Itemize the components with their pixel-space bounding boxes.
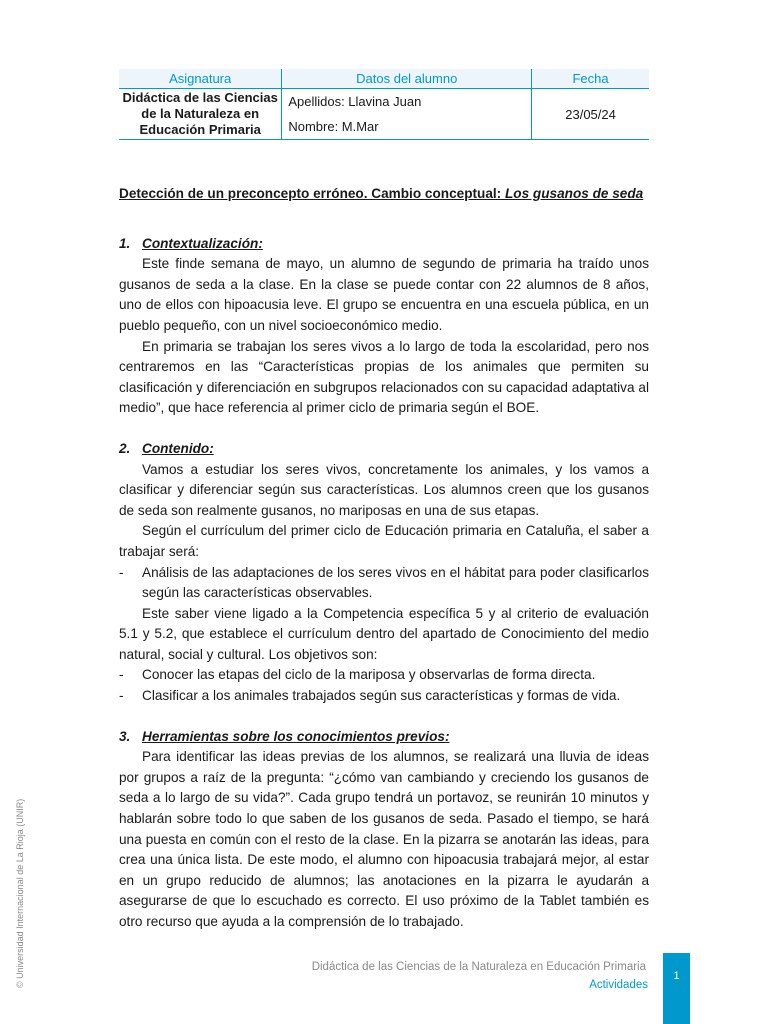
bullet-text: Análisis de las adaptaciones de los seres vivos en el hábitat para poder clasificarlos según las características observables. bbox=[142, 564, 649, 601]
section1-paragraph-2: En primaria se trabajan los seres vivos a lo largo de toda la escolaridad, pero nos centraremos en las “Características propias de los animales que permiten su clasificación y diferenciación en subgrupos relacionados con su capacidad adaptativa al medio”, que hace referencia al primer ciclo de primaria según el BOE. bbox=[119, 338, 649, 416]
section-heading-2 bbox=[119, 439, 649, 460]
section-title-3: Herramientas sobre los conocimientos previos: bbox=[142, 728, 450, 744]
bullet-dash: - bbox=[119, 667, 124, 683]
section-title-1: Contextualización: bbox=[142, 235, 263, 251]
section-heading-1 bbox=[119, 234, 649, 255]
section2-paragraph-2: Según el currículum del primer ciclo de Educación primaria en Cataluña, el saber a trabajar será: bbox=[119, 523, 649, 559]
surname-line: Apellidos: Llavina Juan bbox=[288, 94, 422, 109]
side-copyright: © Universidad Internacional de La Rioja (UNIR) bbox=[15, 798, 25, 988]
document-title bbox=[119, 184, 649, 205]
section3-paragraph-1: Para identificar las ideas previas de los alumnos, se realizará una lluvia de ideas por grupos a raíz de la pregunta: “¿cómo van cambiando y creciendo los gusanos de seda a lo largo de su vida?”. Cada grupo tendrá un portavoz, se reunirán 10 minutos y hablarán sobre todo lo que saben de los gusanos de seda. Pasado el tiempo, se hará una puesta en común con el resto de la clase. En la pizarra se anotarán las ideas, para crea una única lista. De este modo, el alumno con hipoacusia trabajará mejor, al estar en un grupo reducido de alumnos; las anotaciones en la pizarra le ayudarán a asegurarse de que lo escuchado es correcto. El uso próximo de la Tablet también es otro recurso que ayuda a la comprensión de lo trabajado. bbox=[119, 749, 649, 929]
section-heading-3 bbox=[119, 727, 649, 748]
page-number: 1 bbox=[673, 970, 680, 982]
section-number-2: 2. bbox=[119, 440, 131, 456]
header-row bbox=[119, 69, 649, 89]
section-number-3: 3. bbox=[119, 728, 131, 744]
bullet-dash: - bbox=[119, 564, 124, 580]
section1-paragraph-1: Este finde semana de mayo, un alumno de segundo de primaria ha traído unos gusanos de seda a la clase. En la clase se puede contar con 22 alumnos de 8 años, uno de ellos con hipoacusia leve. El grupo se encuentra en una escuela pública, en un pueblo pequeño, con un nivel socioeconómico medio. bbox=[119, 256, 649, 333]
bullet-text: Clasificar a los animales trabajados según sus características y formas de vida. bbox=[142, 688, 621, 704]
footer-section-name: Actividades bbox=[589, 979, 648, 991]
name-line: Nombre: M.Mar bbox=[288, 119, 379, 134]
title-prefix: Detección de un preconcepto erróneo. Cambio conceptual: bbox=[119, 186, 505, 201]
subject-value: Didáctica de las Ciencias de la Naturaleza en Educación Primaria bbox=[119, 89, 282, 140]
section2-paragraph-3: Este saber viene ligado a la Competencia específica 5 y al criterio de evaluación 5.1 y 5.2, que establece el currículum dentro del apartado de Conocimiento del medio natural, social y cultural. Los objetivos son: bbox=[119, 605, 649, 662]
header-table bbox=[119, 69, 649, 140]
bullet-text: Conocer las etapas del ciclo de la mariposa y observarlas de forma directa. bbox=[142, 667, 596, 683]
section-number-1: 1. bbox=[119, 235, 131, 251]
list-item bbox=[119, 665, 649, 686]
header-subject-label: Asignatura bbox=[119, 69, 282, 89]
list-item bbox=[119, 686, 649, 707]
section2-paragraph-1: Vamos a estudiar los seres vivos, concretamente los animales, y los vamos a clasificar y diferenciar según sus características. Los alumnos creen que los gusanos de seda son realmente gusanos, no mariposas en una de sus etapas. bbox=[119, 461, 649, 518]
date-value: 23/05/24 bbox=[532, 89, 649, 140]
title-italic: Los gusanos de seda bbox=[504, 186, 644, 201]
header-date-label: Fecha bbox=[532, 69, 649, 89]
bullet-dash: - bbox=[119, 688, 124, 704]
page-number-tab bbox=[663, 953, 690, 1024]
student-data-cell bbox=[282, 89, 532, 140]
list-item bbox=[119, 563, 649, 604]
header-student-label: Datos del alumno bbox=[282, 69, 532, 89]
header-values-row bbox=[119, 89, 649, 140]
footer-course-name: Didáctica de las Ciencias de la Naturaleza en Educación Primaria bbox=[311, 961, 646, 973]
document-body bbox=[119, 184, 649, 933]
section-title-2: Contenido: bbox=[142, 440, 214, 456]
